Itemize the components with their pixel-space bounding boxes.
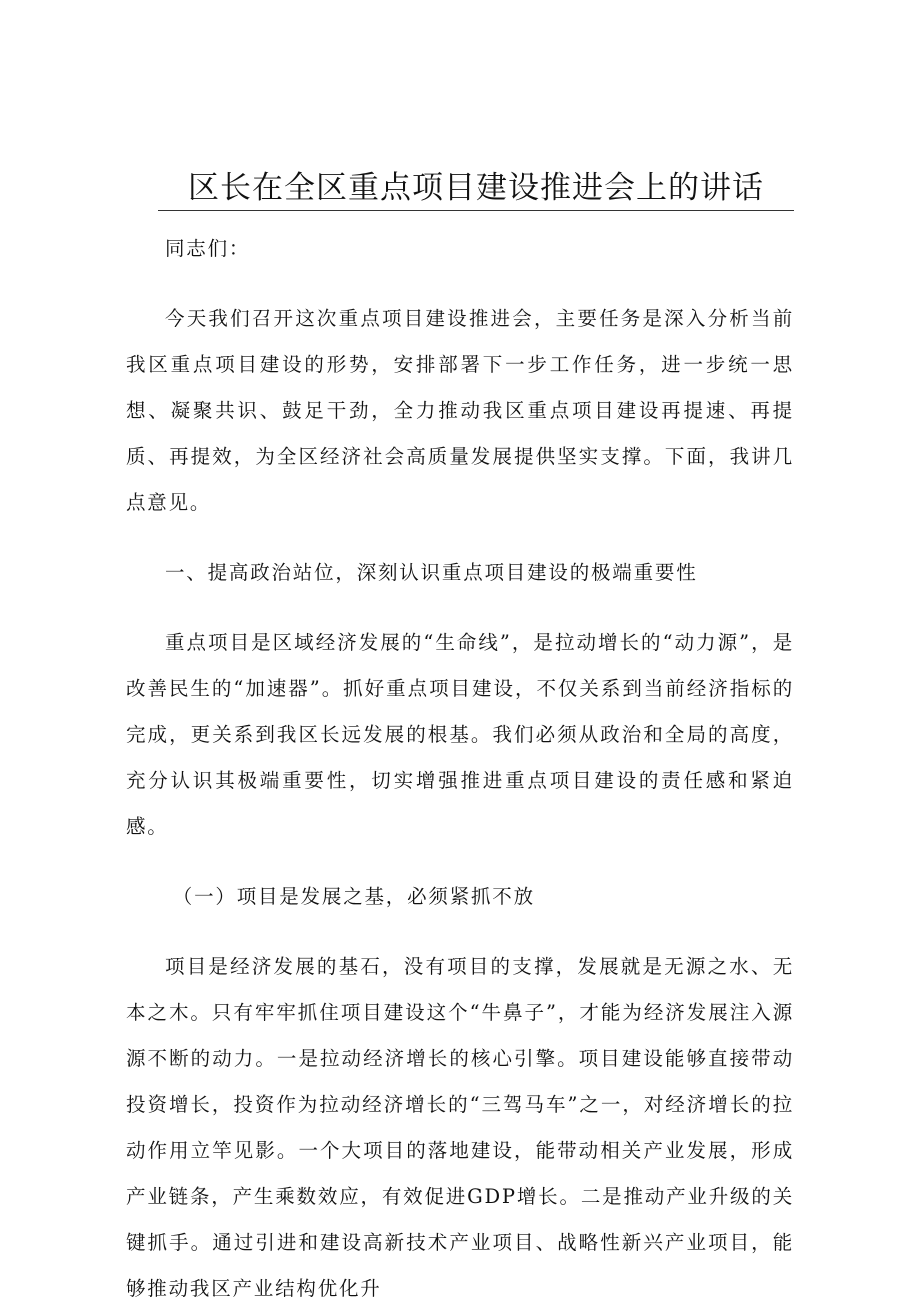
document-body [126, 226, 794, 1312]
greeting: 同志们： [165, 237, 251, 260]
paragraph-section-1: 重点项目是区域经济发展的“生命线”，是拉动增长的“动力源”，是改善民生的“加速器”。抓好重点项目建设，不仅关系到当前经济指标的完成，更关系到我区长远发展的根基。我们必须从政治和全局的高度，充分认识其极端重要性，切实增强推进重点项目建设的责任感和紧迫感。 [126, 631, 794, 838]
document-title: 区长在全区重点项目建设推进会上的讲话 [188, 170, 764, 206]
subsection-heading-1: （一）项目是发展之基，必须紧抓不放 [172, 885, 535, 908]
title-underline [158, 210, 794, 211]
paragraph-intro: 今天我们召开这次重点项目建设推进会，主要任务是深入分析当前我区重点项目建设的形势，安排部署下一步工作任务，进一步统一思想、凝聚共识、鼓足干劲，全力推动我区重点项目建设再提速、再提质、再提效，为全区经济社会高质量发展提供坚实支撑。下面，我讲几点意见。 [126, 307, 794, 514]
paragraph-subsection-1: 项目是经济发展的基石，没有项目的支撑，发展就是无源之水、无本之木。只有牢牢抓住项目建设这个“牛鼻子”，才能为经济发展注入源源不断的动力。一是拉动经济增长的核心引擎。项目建设能够直接带动投资增长，投资作为拉动经济增长的“三驾马车”之一，对经济增长的拉动作用立竿见影。一个大项目的落地建设，能带动相关产业发展，形成产业链条，产生乘数效应，有效促进GDP增长。二是推动产业升级的关键抓手。通过引进和建设高新技术产业项目、战略性新兴产业项目，能够推动我区产业结构优化升 [126, 955, 794, 1300]
section-heading-1: 一、提高政治站位，深刻认识重点项目建设的极端重要性 [165, 561, 698, 584]
